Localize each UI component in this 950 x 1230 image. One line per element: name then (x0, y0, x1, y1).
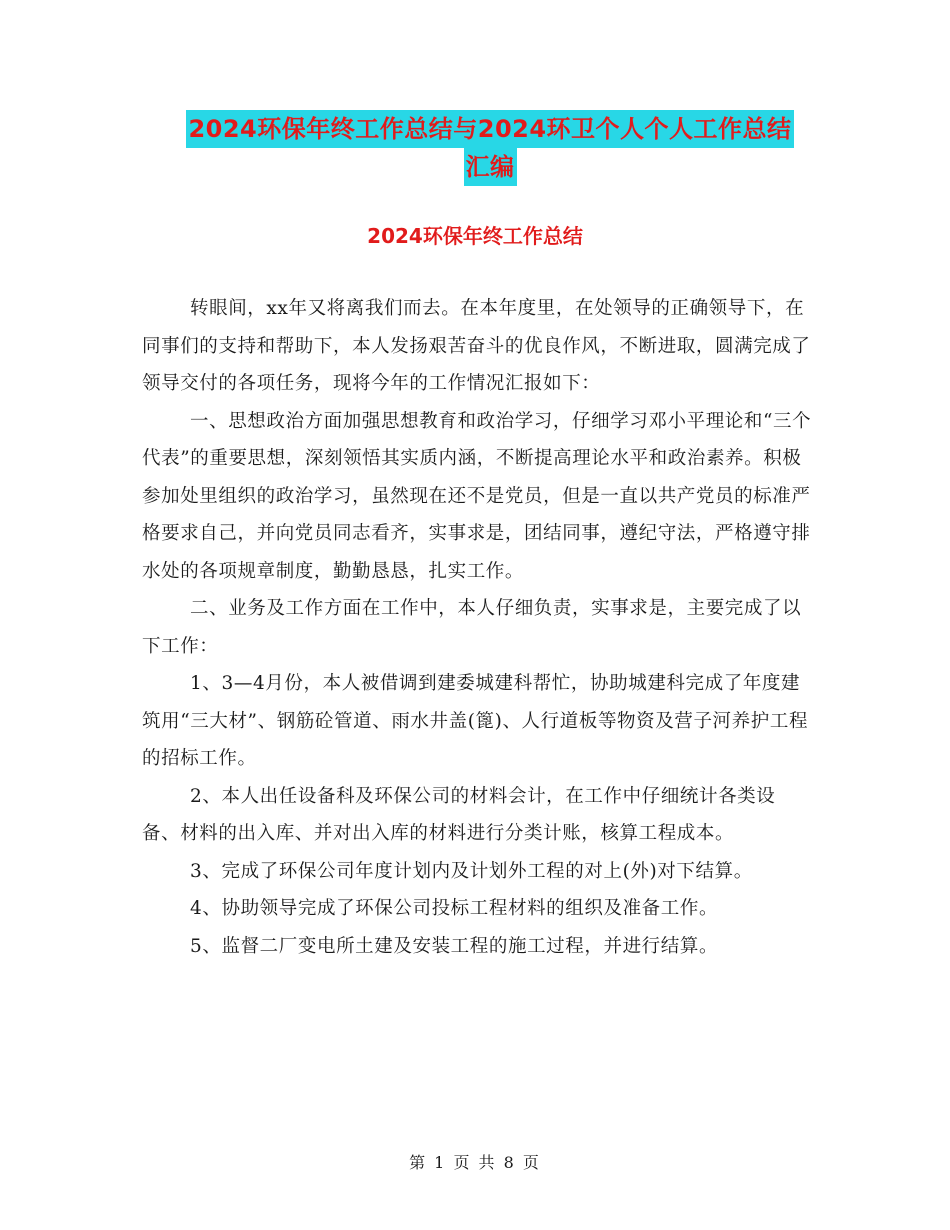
paragraph-item-3: 3、完成了环保公司年度计划内及计划外工程的对上(外)对下结算。 (190, 860, 753, 882)
title-line-2: 汇编 (464, 148, 517, 186)
title-line-1: 2024环保年终工作总结与2024环卫个人个人工作总结 (186, 110, 793, 148)
paragraph-political: 一、思想政治方面加强思想教育和政治学习，仔细学习邓小平理论和“三个代表”的重要思想，深刻领悟其实质内涵，不断提高理论水平和政治素养。积极参加处里组织的政治学习，虽然现在还不是党员，但是一直以共产党员的标准严格要求自己，并向党员同志看齐，实事求是，团结同事，遵纪守法，严格遵守排水处的各项规章制度，勤勤恳恳，扎实工作。 (142, 410, 812, 582)
page-number: 第 1 页 共 8 页 (409, 1153, 541, 1172)
paragraph-item-4: 4、协助领导完成了环保公司投标工程材料的组织及准备工作。 (190, 898, 719, 919)
document-title (140, 110, 840, 186)
paragraph-item-1: 1、3—4月份，本人被借调到建委城建科帮忙，协助城建科完成了年度建筑用“三大材”、钢筋砼管道、雨水井盖(篦)、人行道板等物资及营子河养护工程的招标工作。 (142, 673, 809, 769)
paragraph-intro: 转眼间，xx年又将离我们而去。在本年度里，在处领导的正确领导下，在同事们的支持和帮助下，本人发扬艰苦奋斗的优良作风，不断进取，圆满完成了领导交付的各项任务，现将今年的工作情况汇报如下： (142, 298, 811, 394)
paragraph-business: 二、业务及工作方面在工作中，本人仔细负责，实事求是，主要完成了以下工作： (142, 598, 802, 657)
section-title: 2024环保年终工作总结 (367, 224, 583, 248)
document-body (142, 290, 812, 965)
paragraph-item-5: 5、监督二厂变电所土建及安装工程的施工过程，并进行结算。 (190, 935, 719, 957)
paragraph-item-2: 2、本人出任设备科及环保公司的材料会计，在工作中仔细统计各类设备、材料的出入库、并对出入库的材料进行分类计账，核算工程成本。 (142, 785, 776, 844)
